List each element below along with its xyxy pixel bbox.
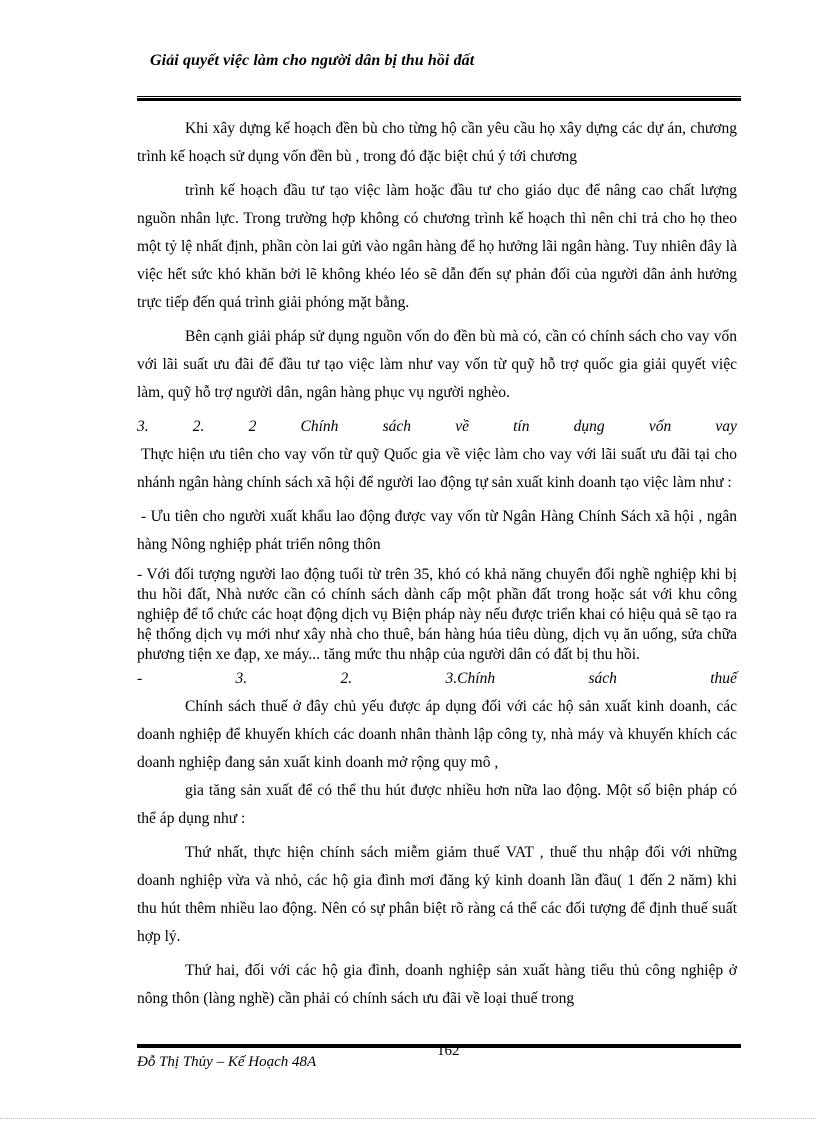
paragraph-4: Chính sách thuế ở đây chủ yếu được áp dụng đối với các hộ sản xuất kinh doanh, các doanh nghiệp để khuyến khích các doanh nhân thành lập công ty, nhà máy và khuyến khích các doanh nghiệp đang sản xuất kinh doanh mở rộng quy mô ,: [137, 698, 737, 771]
paragraph-1: Khi xây dựng kế hoạch đền bù cho từng hộ cần yêu cầu họ xây dựng các dự án, chương trình kế hoạch sử dụng vốn đền bù , trong đó đặc biệt chú ý tới chương: [137, 120, 737, 165]
footer-author: Đỗ Thị Thủy – Kế Hoạch 48A: [137, 1054, 317, 1070]
paragraph-6: Thứ nhất, thực hiện chính sách miễm giảm thuế VAT , thuế thu nhập đối với những doanh nghiệp vừa và nhỏ, các hộ gia đình mơi đăng ký kinh doanh lần đầu( 1 đến 2 năm) khi thu hút thêm nhiều lao động. Nên có sự phân biệt rõ ràng cá thể các đối tượng để định thuế suất hợp lý.: [137, 844, 737, 945]
bullet-1: - Ưu tiên cho người xuất khẩu lao động được vay vốn từ Ngân Hàng Chính Sách xã hội , ngân hàng Nông nghiệp phát triển nông thôn: [137, 508, 737, 553]
section-heading-3-2-2: 3. 2. 2 Chính sách về tín dụng vốn vay: [137, 418, 737, 435]
section-heading-3-2-3: - 3. 2. 3.Chính sách thuế: [137, 670, 737, 687]
page-number: 162: [437, 1043, 460, 1059]
header-rule: [137, 96, 741, 101]
paragraph-3: Thực hiện ưu tiên cho vay vốn từ quỹ Quốc gia về việc làm cho vay với lãi suất ưu đãi tại cho nhánh ngân hàng chính sách xã hội để người lao động tự sản xuất kinh doanh tạo việc làm như :: [137, 446, 737, 491]
paragraph-1-cont: trình kế hoạch đầu tư tạo việc làm hoặc đầu tư cho giáo dục để nâng cao chất lượng nguồn nhân lực. Trong trường hợp không có chương trình kế hoạch thì nên chi trả cho họ theo một tỷ lệ nhất định, phần còn lai gửi vào ngân hàng để họ hưởng lãi ngân hàng. Tuy nhiên đây là việc hết sức khó khăn bởi lẽ không khéo léo sẽ dẫn đến sự phản đối của người dân ảnh hưởng trực tiếp đến quá trình giải phóng mặt bằng.: [137, 182, 737, 311]
paragraph-2: Bên cạnh giải pháp sử dụng nguồn vốn do đền bù mà có, cần có chính sách cho vay vốn với lãi suất ưu đãi để đầu tư tạo việc làm như vay vốn từ quỹ hỗ trợ quốc gia giải quyết việc làm, quỹ hỗ trợ người dân, ngân hàng phục vụ người nghèo.: [137, 328, 737, 401]
paragraph-7: Thứ hai, đối với các hộ gia đình, doanh nghiệp sản xuất hàng tiểu thủ công nghiệp ở nông thôn (làng nghề) cần phải có chính sách ưu đãi về loại thuế trong: [137, 962, 737, 1007]
document-body: [137, 115, 737, 1013]
bullet-2: - Với đối tượng người lao động tuổi từ trên 35, khó có khả năng chuyển đổi nghề nghiệp khi bị thu hồi đất, Nhà nước cần có chính sách dành cấp một phần đất trong hoặc sát với khu công nghiệp để tổ chức các hoạt động dịch vụ Biện pháp này nếu được triển khai có hiệu quả sẽ tạo ra hệ thống dịch vụ mới như xây nhà cho thuê, bán hàng húa tiêu dùng, dịch vụ ăn uống, sửa chữa phương tiện xe đạp, xe máy... tăng mức thu nhập của người dân có đất bị thu hồi.: [137, 566, 737, 663]
paragraph-5: gia tăng sản xuất để có thể thu hút được nhiều hơn nữa lao động. Một số biện pháp có thể áp dụng như :: [137, 782, 737, 827]
running-header-title: Giải quyết việc làm cho người dân bị thu hồi đất: [150, 52, 475, 69]
page-bottom-dotted-line: [0, 1118, 816, 1119]
